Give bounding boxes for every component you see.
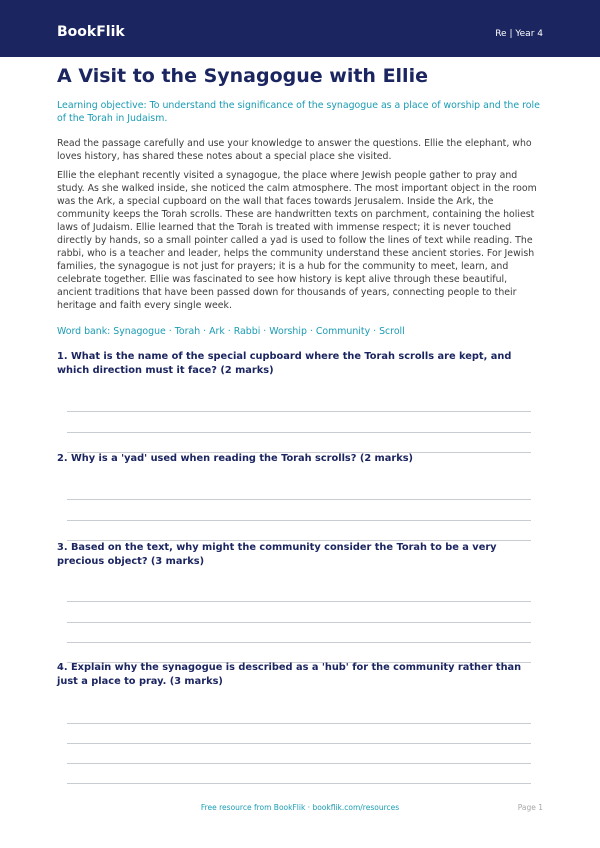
question-text: 3. Based on the text, why might the community consider the Torah to be a very precious object? (3 marks) — [57, 542, 497, 567]
answer-line[interactable] — [67, 783, 531, 784]
question-block — [57, 452, 533, 466]
reading-passage: Ellie the elephant recently visited a synagogue, the place where Jewish people gather to pray and study. As she walked inside, she noticed the calm atmosphere. The most important object in the room was the Ark, a special cupboard on the wall that faces towards Jerusalem. Inside the Ark, the community keeps the Torah scrolls. These are handwritten texts on parchment, containing the holiest laws of Judaism. Ellie learned that the Torah is treated with immense respect; it is never touched directly by hands, so a small pointer called a yad is used to follow the lines of text while reading. The rabbi, who is a teacher and leader, helps the community understand these ancient stories. For Jewish families, the synagogue is not just for prayers; it is a hub for the community to meet, learn, and celebrate together. Ellie was fascinated to see how history is kept alive through these beautiful, ancient traditions that have been passed down for thousands of years, connecting people to their heritage and faith every single week. — [57, 170, 537, 311]
learning-objective: Learning objective: To understand the significance of the synagogue as a place of worship and the role of the Torah in Judaism. — [57, 100, 540, 124]
brand-logo[interactable]: BookFlik — [57, 24, 125, 40]
answer-line[interactable] — [67, 743, 531, 744]
answer-line[interactable] — [67, 763, 531, 764]
footer-credit[interactable]: Free resource from BookFlik · bookflik.com/resources — [200, 803, 400, 812]
answer-line[interactable] — [67, 520, 531, 521]
instructions-paragraph: Read the passage carefully and use your knowledge to answer the questions. Ellie the elephant, who loves history, has shared these notes about a special place she visited. — [57, 138, 532, 162]
answer-line[interactable] — [67, 432, 531, 433]
question-text: 4. Explain why the synagogue is described as a 'hub' for the community rather than just a place to pray. (3 marks) — [57, 662, 522, 687]
answer-line[interactable] — [67, 499, 531, 500]
answer-line[interactable] — [67, 601, 531, 602]
answer-area[interactable] — [57, 541, 533, 542]
answer-line[interactable] — [67, 411, 531, 412]
answer-area[interactable] — [57, 661, 533, 662]
answer-line[interactable] — [67, 622, 531, 623]
answer-line[interactable] — [67, 642, 531, 643]
question-block — [57, 350, 533, 378]
question-text: 1. What is the name of the special cupboard where the Torah scrolls are kept, and which direction must it face? (2 marks) — [57, 351, 512, 376]
page-title: A Visit to the Synagogue with Ellie — [57, 65, 428, 87]
answer-area[interactable] — [57, 452, 533, 453]
question-block — [57, 661, 533, 689]
answer-area[interactable] — [57, 350, 533, 351]
question-text: 2. Why is a 'yad' used when reading the Torah scrolls? (2 marks) — [57, 453, 414, 464]
subject-year-label: Re | Year 4 — [495, 29, 543, 39]
page-number: Page 1 — [517, 803, 543, 812]
question-block — [57, 541, 533, 569]
worksheet-body — [57, 64, 543, 338]
page-header — [0, 0, 600, 57]
answer-line[interactable] — [67, 723, 531, 724]
word-bank: Word bank: Synagogue · Torah · Ark · Rabbi · Worship · Community · Scroll — [57, 326, 405, 337]
